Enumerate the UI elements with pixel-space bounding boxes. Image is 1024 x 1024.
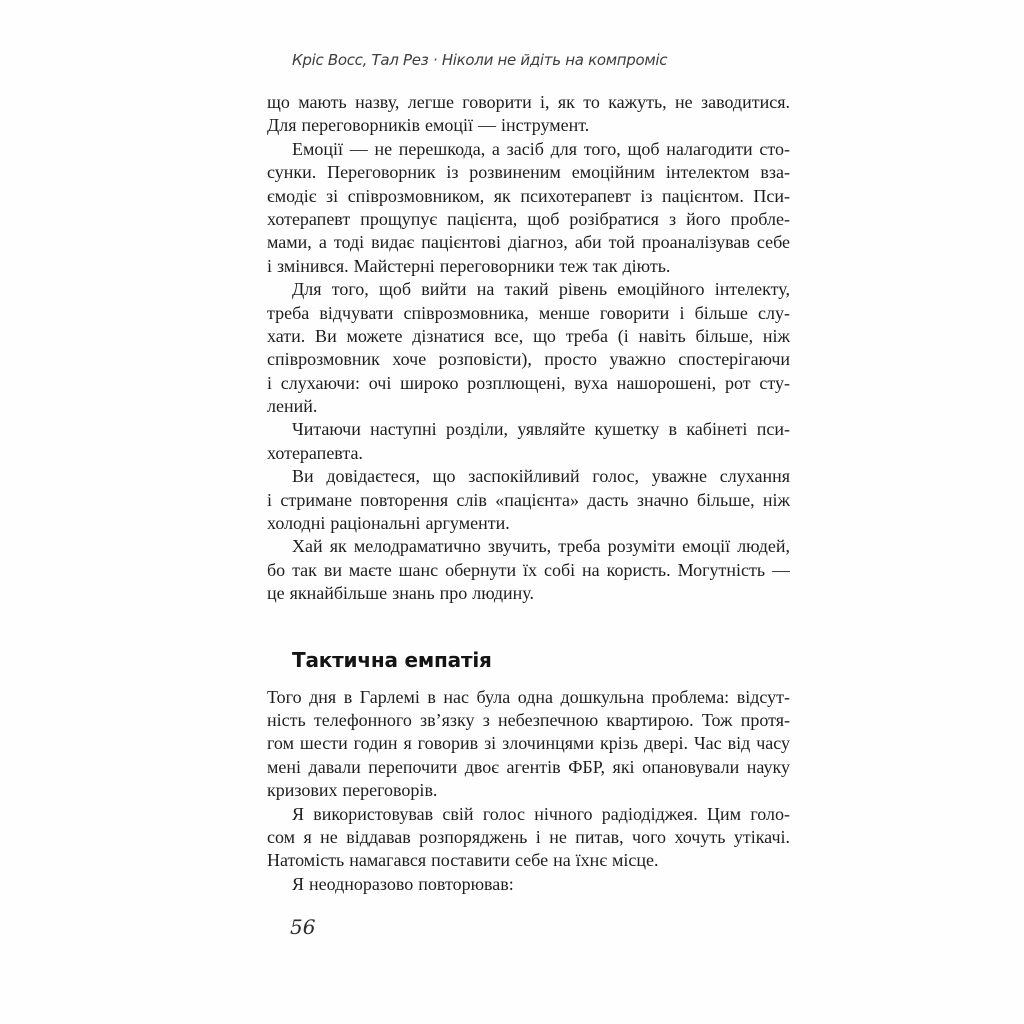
text-line: ність телефонного зв’язку з небезпечною квартирою. Тож протя- — [267, 709, 790, 730]
text-line: це якнайбільше знань про людину. — [267, 583, 534, 604]
text-line: мами, а тоді видає пацієнтові діагноз, аби той проаналізував себе — [267, 232, 790, 253]
text-line: Я використовував свій голос нічного радіодіджея. Цим голо- — [292, 803, 790, 824]
page-number: 56 — [290, 915, 316, 939]
text-line: Натомість намагався поставити себе на їхнє місце. — [267, 850, 659, 871]
paragraph — [267, 465, 790, 535]
paragraph — [267, 686, 790, 803]
paragraph — [267, 278, 790, 418]
text-line: треба відчувати співрозмовника, менше говорити і більше слу- — [267, 302, 790, 323]
text-line: сом я не віддавав розпоряджень і не питав, чого хочуть утікачі. — [267, 826, 790, 847]
text-line: бо так ви маєте шанс обернути їх собі на користь. Могутність — — [267, 559, 790, 580]
paragraph — [267, 91, 790, 138]
running-header: Кріс Восс, Тал Рез · Ніколи не йдіть на компроміс — [292, 51, 668, 69]
text-line: Для того, щоб вийти на такий рівень емоційного інтелекту, — [292, 279, 790, 300]
text-line: Емоції — не перешкода, а засіб для того, щоб налагодити сто- — [292, 138, 790, 159]
text-line: лений. — [267, 396, 318, 417]
text-line: Ви довідаєтеся, що заспокійливий голос, уважне слухання — [292, 466, 790, 487]
section-heading: Тактична емпатія — [292, 647, 492, 672]
text-line: сунки. Переговорник із розвиненим емоційним інтелектом вза- — [267, 162, 790, 183]
text-line: хотерапевта. — [267, 442, 363, 463]
paragraph — [267, 535, 790, 605]
text-line: кризових переговорів. — [267, 780, 438, 801]
text-line: хотерапевт прощупує пацієнта, щоб розібратися з його пробле- — [267, 208, 790, 229]
text-line: Для переговорників емоції — інструмент. — [267, 115, 590, 136]
text-line: і слухаючи: очі широко розплющені, вуха нашорошені, рот сту- — [267, 372, 790, 393]
text-line: Я неодноразово повторював: — [292, 873, 514, 894]
text-line: ємодіє зі співрозмовником, як психотерапевт із пацієнтом. Пси- — [267, 185, 790, 206]
text-line: мені давали перепочити двоє агентів ФБР, які опановували науку — [267, 756, 790, 777]
text-line: гом шести годин я говорив зі злочинцями крізь двері. Час від часу — [267, 733, 790, 754]
text-line: Читаючи наступні розділи, уявляйте кушетку в кабінеті пси- — [292, 419, 790, 440]
paragraph — [267, 418, 790, 465]
text-line: холодні раціональні аргументи. — [267, 513, 510, 534]
text-line: і змінився. Майстерні переговорники теж так діють. — [267, 255, 671, 276]
paragraph — [267, 873, 790, 896]
paragraph — [267, 138, 790, 278]
text-line: і стримане повторення слів «пацієнта» дасть значно більше, ніж — [267, 489, 790, 510]
text-line: що мають назву, легше говорити і, як то кажуть, не заводитися. — [267, 92, 790, 112]
paragraph — [267, 803, 790, 873]
text-block — [267, 91, 790, 896]
text-line: Хай як мелодраматично звучить, треба розуміти емоції людей, — [292, 536, 790, 557]
text-line: співрозмовник хоче розповісти), просто уважно спостерігаючи — [267, 349, 790, 370]
text-line: хати. Ви можете дізнатися все, що треба (і навіть більше, ніж — [267, 325, 790, 346]
text-line: Того дня в Гарлемі в нас була одна дошкульна проблема: відсут- — [267, 686, 790, 707]
